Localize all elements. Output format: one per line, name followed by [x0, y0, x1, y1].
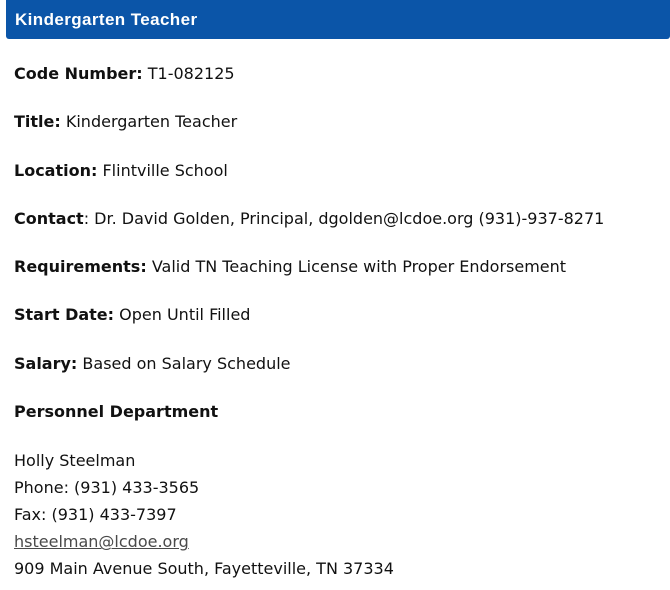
job-details [14, 61, 664, 582]
location-label: Location: [14, 160, 98, 180]
contact-email-row [14, 528, 664, 555]
contact-row [14, 206, 664, 232]
contact-name: Holly Steelman [14, 451, 136, 471]
personnel-contact-block [14, 447, 664, 582]
title-label: Title: [14, 112, 61, 132]
contact-email-link[interactable]: hsteelman@lcdoe.org [14, 532, 189, 552]
start-date-value: Open Until Filled [114, 305, 251, 325]
contact-fax: Fax: (931) 433-7397 [14, 505, 177, 525]
title-row [14, 109, 664, 135]
page-title: Kindergarten Teacher [15, 9, 198, 29]
location-value: Flintville School [97, 160, 228, 180]
contact-phone: Phone: (931) 433-3565 [14, 478, 200, 498]
code-number-row [14, 61, 664, 87]
start-date-label: Start Date: [14, 305, 115, 325]
contact-value: : Dr. David Golden, Principal, dgolden@lcdoe.org (931)-937-8271 [83, 208, 605, 228]
salary-row [14, 351, 664, 377]
code-number-label: Code Number: [14, 64, 143, 83]
salary-label: Salary: [14, 353, 78, 373]
title-value: Kindergarten Teacher [60, 112, 238, 132]
requirements-label: Requirements: [14, 257, 147, 277]
requirements-value: Valid TN Teaching License with Proper Endorsement [146, 257, 567, 277]
code-number-value: T1-082125 [142, 64, 235, 83]
contact-address: 909 Main Avenue South, Fayetteville, TN 37334 [14, 559, 394, 579]
salary-value: Based on Salary Schedule [77, 353, 291, 373]
start-date-row [14, 302, 664, 328]
personnel-heading: Personnel Department [14, 402, 219, 422]
requirements-row [14, 254, 664, 280]
contact-label: Contact [14, 208, 84, 228]
job-title-header [6, 0, 670, 39]
location-row [14, 158, 664, 184]
